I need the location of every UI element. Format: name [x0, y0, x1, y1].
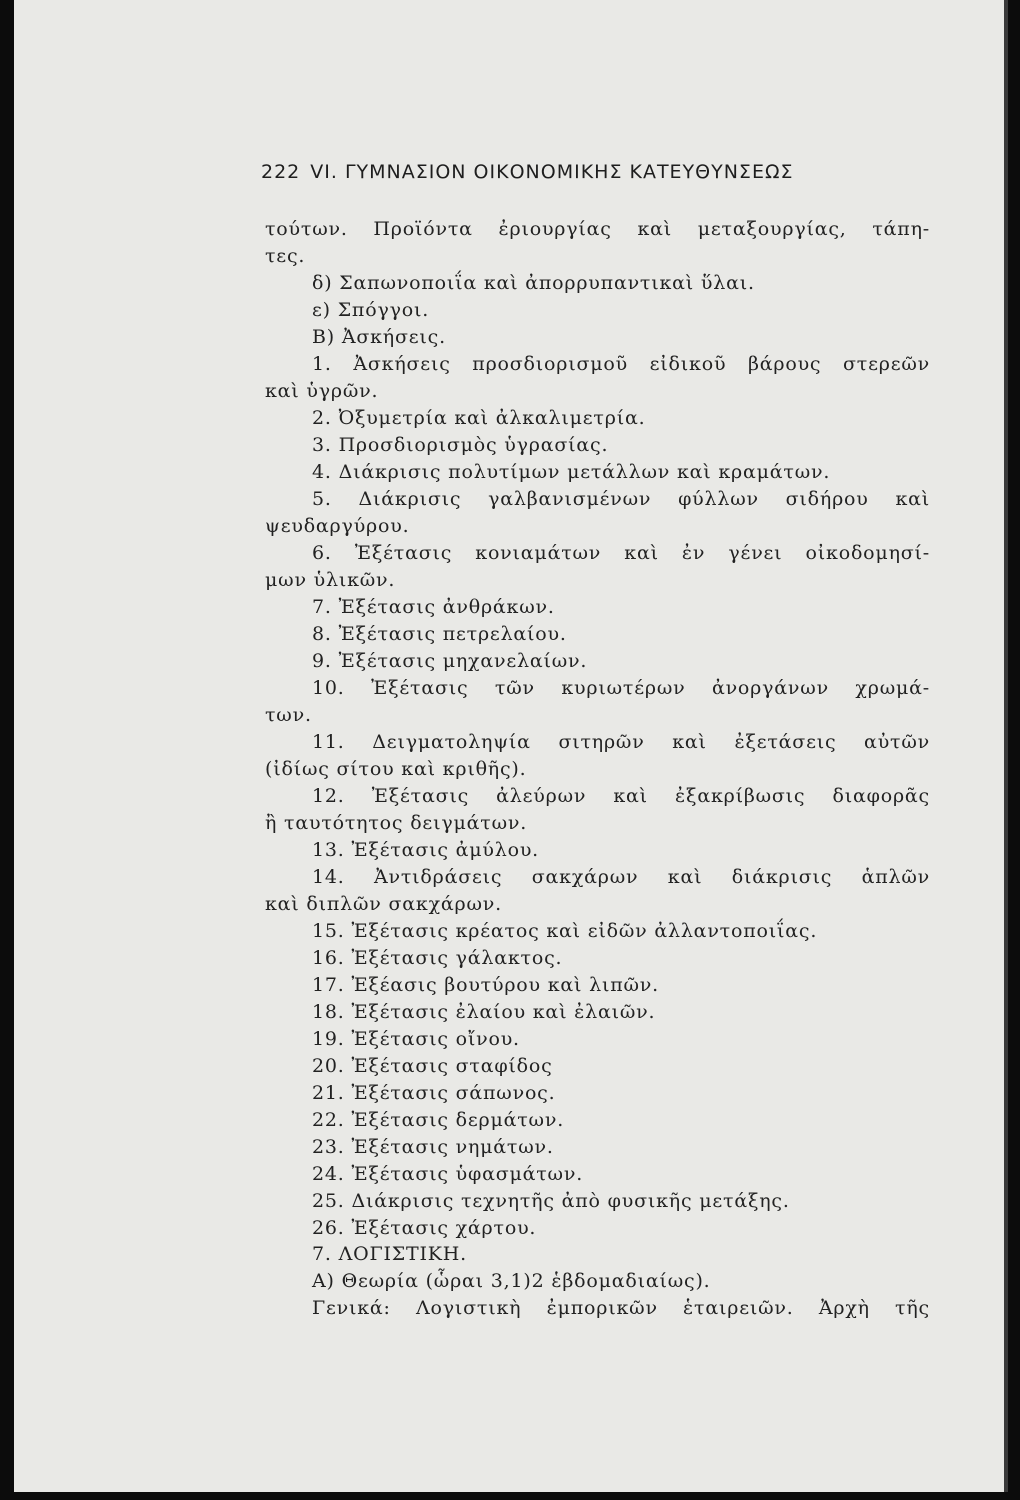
running-title: VI. ΓΥΜΝΑΣΙΟΝ ΟΙΚΟΝΟΜΙΚΗΣ ΚΑΤΕΥΘΥΝΣΕΩΣ [310, 161, 794, 183]
text-line: τες. [265, 245, 306, 267]
page-number: 222 [261, 161, 301, 183]
text-line: 22. Ἐξέτασις δερμάτων. [312, 1109, 565, 1131]
text-line: 6. Ἐξέτασις κονιαμάτων καὶ ἐν γένει οἰκοδομησί- [312, 542, 930, 564]
text-line: 3. Προσδιορισμὸς ὑγρασίας. [312, 434, 609, 456]
text-line: 13. Ἐξέτασις ἀμύλου. [312, 839, 540, 861]
text-line: 20. Ἐξέτασις σταφίδος [312, 1055, 553, 1077]
text-line: (ἰδίως σίτου καὶ κριθῆς). [265, 758, 527, 780]
text-line: 26. Ἐξέτασις χάρτου. [312, 1217, 537, 1239]
text-line: 9. Ἐξέτασις μηχανελαίων. [312, 650, 588, 672]
text-line: 8. Ἐξέτασις πετρελαίου. [312, 623, 567, 645]
text-line: Β) Ἀσκήσεις. [312, 326, 446, 348]
text-line: 7. Ἐξέτασις ἀνθράκων. [312, 596, 555, 618]
text-line: 18. Ἐξέτασις ἐλαίου καὶ ἐλαιῶν. [312, 1001, 656, 1023]
text-line: 1. Ἀσκήσεις προσδιορισμοῦ εἰδικοῦ βάρους στερεῶν [312, 353, 930, 375]
text-line: των. [265, 704, 312, 726]
text-line: 15. Ἐξέτασις κρέατος καὶ εἰδῶν ἀλλαντοποιΐας. [312, 920, 818, 942]
text-line: ε) Σπόγγοι. [312, 299, 430, 321]
text-line: καὶ διπλῶν σακχάρων. [265, 893, 502, 915]
text-line: 23. Ἐξέτασις νημάτων. [312, 1136, 554, 1158]
text-line: 16. Ἐξέτασις γάλακτος. [312, 947, 563, 969]
running-header [261, 161, 901, 183]
text-line: 5. Διάκρισις γαλβανισμένων φύλλων σιδήρου καὶ [312, 488, 930, 510]
text-line: Α) Θεωρία (ὧραι 3,1)2 ἑβδομαδιαίως). [312, 1270, 711, 1292]
text-line: μων ὑλικῶν. [265, 569, 396, 591]
text-line: 17. Ἐξέασις βουτύρου καὶ λιπῶν. [312, 974, 659, 996]
section-heading: 7. ΛΟΓΙΣΤΙΚΗ. [312, 1243, 467, 1265]
text-line: 24. Ἐξέτασις ὑφασμάτων. [312, 1163, 584, 1185]
text-line: 21. Ἐξέτασις σάπωνος. [312, 1082, 556, 1104]
text-line: 4. Διάκρισις πολυτίμων μετάλλων καὶ κραμάτων. [312, 461, 831, 483]
book-page [14, 0, 1008, 1492]
text-line: δ) Σαπωνοποιΐα καὶ ἀπορρυπαντικαὶ ὕλαι. [312, 272, 755, 294]
text-line: 14. Ἀντιδράσεις σακχάρων καὶ διάκρισις ἁπλῶν [312, 866, 930, 888]
text-line: καὶ ὑγρῶν. [265, 380, 379, 402]
text-line: ἢ ταυτότητος δειγμάτων. [265, 812, 528, 834]
text-line: 11. Δειγματοληψία σιτηρῶν καὶ ἐξετάσεις αὐτῶν [312, 731, 930, 753]
text-line: 25. Διάκρισις τεχνητῆς ἀπὸ φυσικῆς μετάξης. [312, 1190, 790, 1212]
text-line: Γενικά: Λογιστικὴ ἐμπορικῶν ἑταιρειῶν. Ἀρχὴ τῆς [312, 1297, 930, 1319]
text-line: τούτων. Προϊόντα ἐριουργίας καὶ μεταξουργίας, τάπη- [265, 218, 930, 240]
text-line: 12. Ἐξέτασις ἀλεύρων καὶ ἐξακρίβωσις διαφορᾶς [312, 785, 930, 807]
text-line: 10. Ἐξέτασις τῶν κυριωτέρων ἀνοργάνων χρωμά- [312, 677, 930, 699]
text-line: 2. Ὀξυμετρία καὶ ἀλκαλιμετρία. [312, 407, 646, 429]
text-line: 19. Ἐξέτασις οἴνου. [312, 1028, 520, 1050]
text-line: ψευδαργύρου. [265, 515, 410, 537]
